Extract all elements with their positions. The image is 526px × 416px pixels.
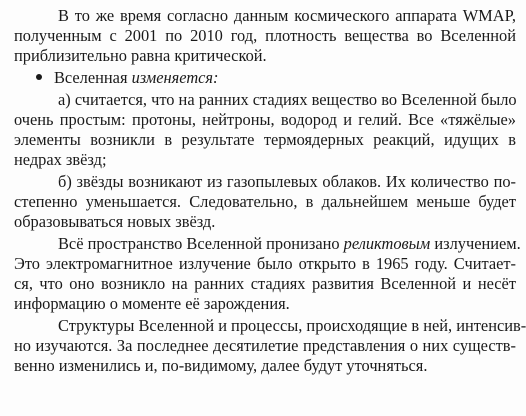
text-line: полученным с 2001 по 2010 год, плотность вещества во Вселенной bbox=[14, 26, 516, 45]
bullet-emphasis-text: изменяется: bbox=[131, 68, 219, 87]
paragraph-early-stages bbox=[14, 90, 516, 170]
paragraph-structures bbox=[14, 316, 526, 376]
text-line: а) считается, что на ранних стадиях вещество во Вселенной было bbox=[58, 90, 517, 109]
text-segment: Всё пространство Вселенной пронизано bbox=[58, 234, 344, 253]
bullet-icon bbox=[36, 74, 42, 80]
paragraph-relic-radiation bbox=[14, 234, 521, 314]
text-line: информацию о моменте её зарождения. bbox=[14, 294, 290, 313]
bullet-item-universe-changes bbox=[14, 68, 516, 88]
text-line: образовываться новых звёзд. bbox=[14, 212, 216, 231]
text-line: Структуры Вселенной и процессы, происходящие в ней, интенсив- bbox=[58, 316, 526, 335]
text-line bbox=[14, 234, 521, 254]
text-line: приблизительно равна критической. bbox=[14, 46, 267, 65]
text-line: В то же время согласно данным космического аппарата WMAP, bbox=[58, 6, 516, 25]
text-line: б) звёзды возникают из газопылевых облаков. Их количество по- bbox=[58, 172, 516, 191]
text-line: степенно уменьшается. Следовательно, в дальнейшем меньше будет bbox=[14, 192, 516, 211]
text-line: ся, что оно возникло на ранних стадиях развития Вселенной и несёт bbox=[14, 274, 516, 293]
text-line: очень простым: протоны, нейтроны, водород и гелий. Все «тяжёлые» bbox=[14, 110, 516, 129]
text-line: недрах звёзд; bbox=[14, 150, 107, 169]
text-segment: излучением. bbox=[430, 234, 521, 253]
text-line: элементы возникли в результате термоядерных реакций, идущих в bbox=[14, 130, 516, 149]
emphasis-text: реликтовым bbox=[343, 234, 431, 253]
text-line: Это электромагнитное излучение было открыто в 1965 году. Считает- bbox=[14, 254, 516, 273]
text-line: но изучаются. За последнее десятилетие представления о них существ- bbox=[14, 336, 516, 355]
paragraph-wmap bbox=[14, 6, 516, 66]
paragraph-stars bbox=[14, 172, 516, 232]
bullet-lead-text: Вселенная bbox=[54, 68, 132, 87]
text-line: венно изменились и, по-видимому, далее будут уточняться. bbox=[14, 356, 428, 375]
